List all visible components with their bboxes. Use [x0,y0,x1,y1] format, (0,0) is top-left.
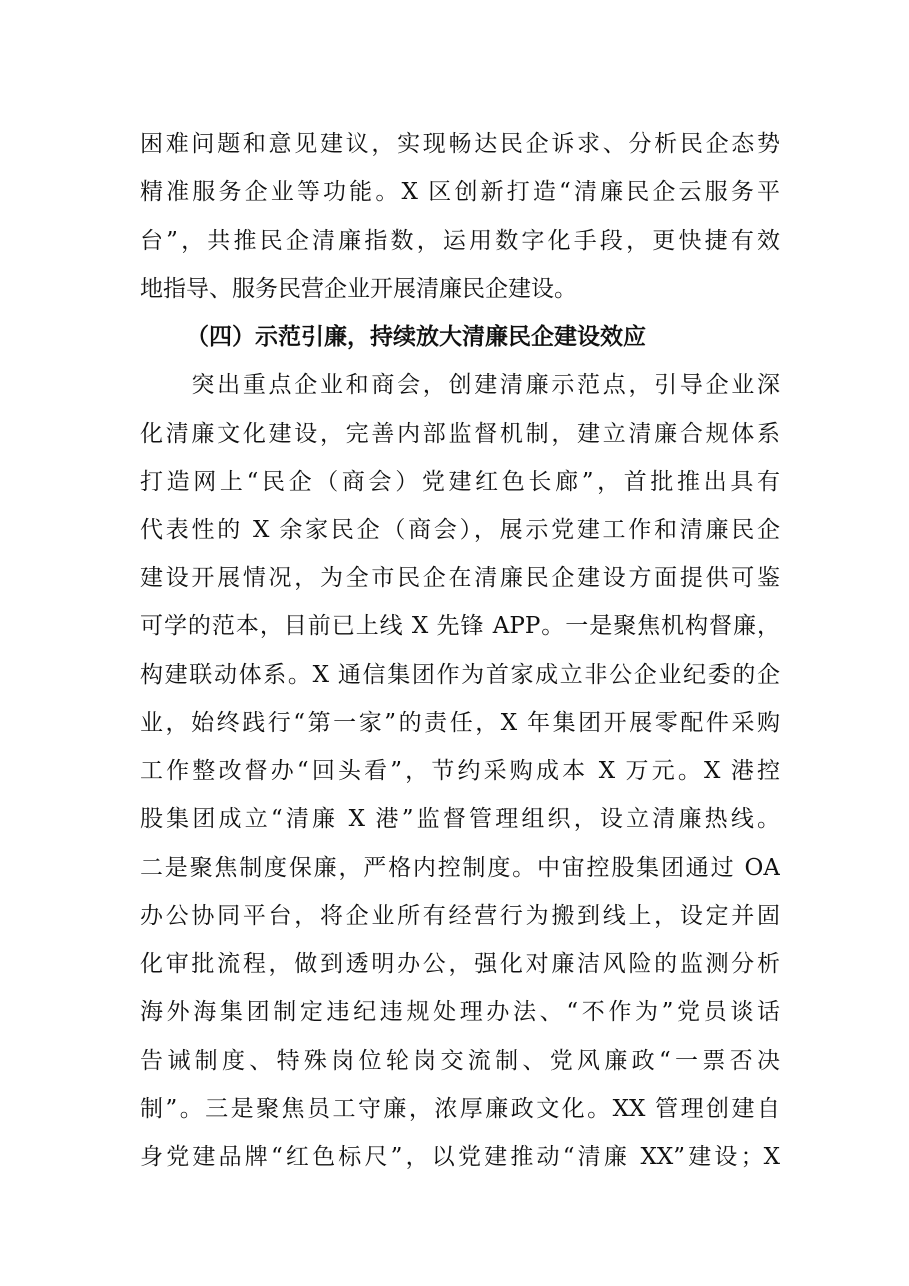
body-text-line: 台”，共推民企清廉指数，运用数字化手段，更快捷有效 [140,228,780,254]
body-text-line: 海外海集团制定违纪违规处理办法、“不作为”党员谈话 [140,999,780,1025]
body-text-line: 制”。三是聚焦员工守廉，浓厚廉政文化。XX 管理创建自 [140,1096,780,1122]
body-text-line: 工作整改督办“回头看”，节约采购成本 X 万元。X 港控 [140,758,780,784]
section-heading: （四）示范引廉，持续放大清廉民企建设效应 [186,323,646,350]
body-text-line: 化审批流程，做到透明办公，强化对廉洁风险的监测分析 [140,951,780,977]
body-text-line: 化清廉文化建设，完善内部监督机制，建立清廉合规体系 [140,421,780,447]
body-text-line: 股集团成立“清廉 X 港”监督管理组织，设立清廉热线。 [140,806,780,832]
body-text-line: 地指导、服务民营企业开展清廉民企建设。 [140,276,577,302]
body-text-line: 建设开展情况，为全市民企在清廉民企建设方面提供可鉴 [140,565,780,591]
body-text-line: 办公协同平台，将企业所有经营行为搬到线上，设定并固 [140,903,780,929]
body-text-line: 代表性的 X 余家民企（商会），展示党建工作和清廉民企 [140,517,780,543]
body-text-line: 构建联动体系。X 通信集团作为首家成立非公企业纪委的企 [140,662,780,688]
body-text-line: 身党建品牌“红色标尺”，以党建推动“清廉 XX”建设；X [140,1144,780,1170]
body-text-line: 困难问题和意见建议，实现畅达民企诉求、分析民企态势 [140,131,780,157]
body-text-line: 告诫制度、特殊岗位轮岗交流制、党风廉政“一票否决 [140,1048,780,1074]
body-text-line: 打造网上“民企（商会）党建红色长廊”，首批推出具有 [140,469,780,495]
body-text-line: 突出重点企业和商会，创建清廉示范点，引导企业深 [140,372,780,398]
body-text-line: 业，始终践行“第一家”的责任，X 年集团开展零配件采购 [140,710,780,736]
body-text-line: 可学的范本，目前已上线 X 先锋 APP。一是聚焦机构督廉， [140,613,780,639]
body-text-line: 精准服务企业等功能。X 区创新打造“清廉民企云服务平 [140,179,780,205]
body-text-line: 二是聚焦制度保廉，严格内控制度。中宙控股集团通过 OA [140,855,780,881]
